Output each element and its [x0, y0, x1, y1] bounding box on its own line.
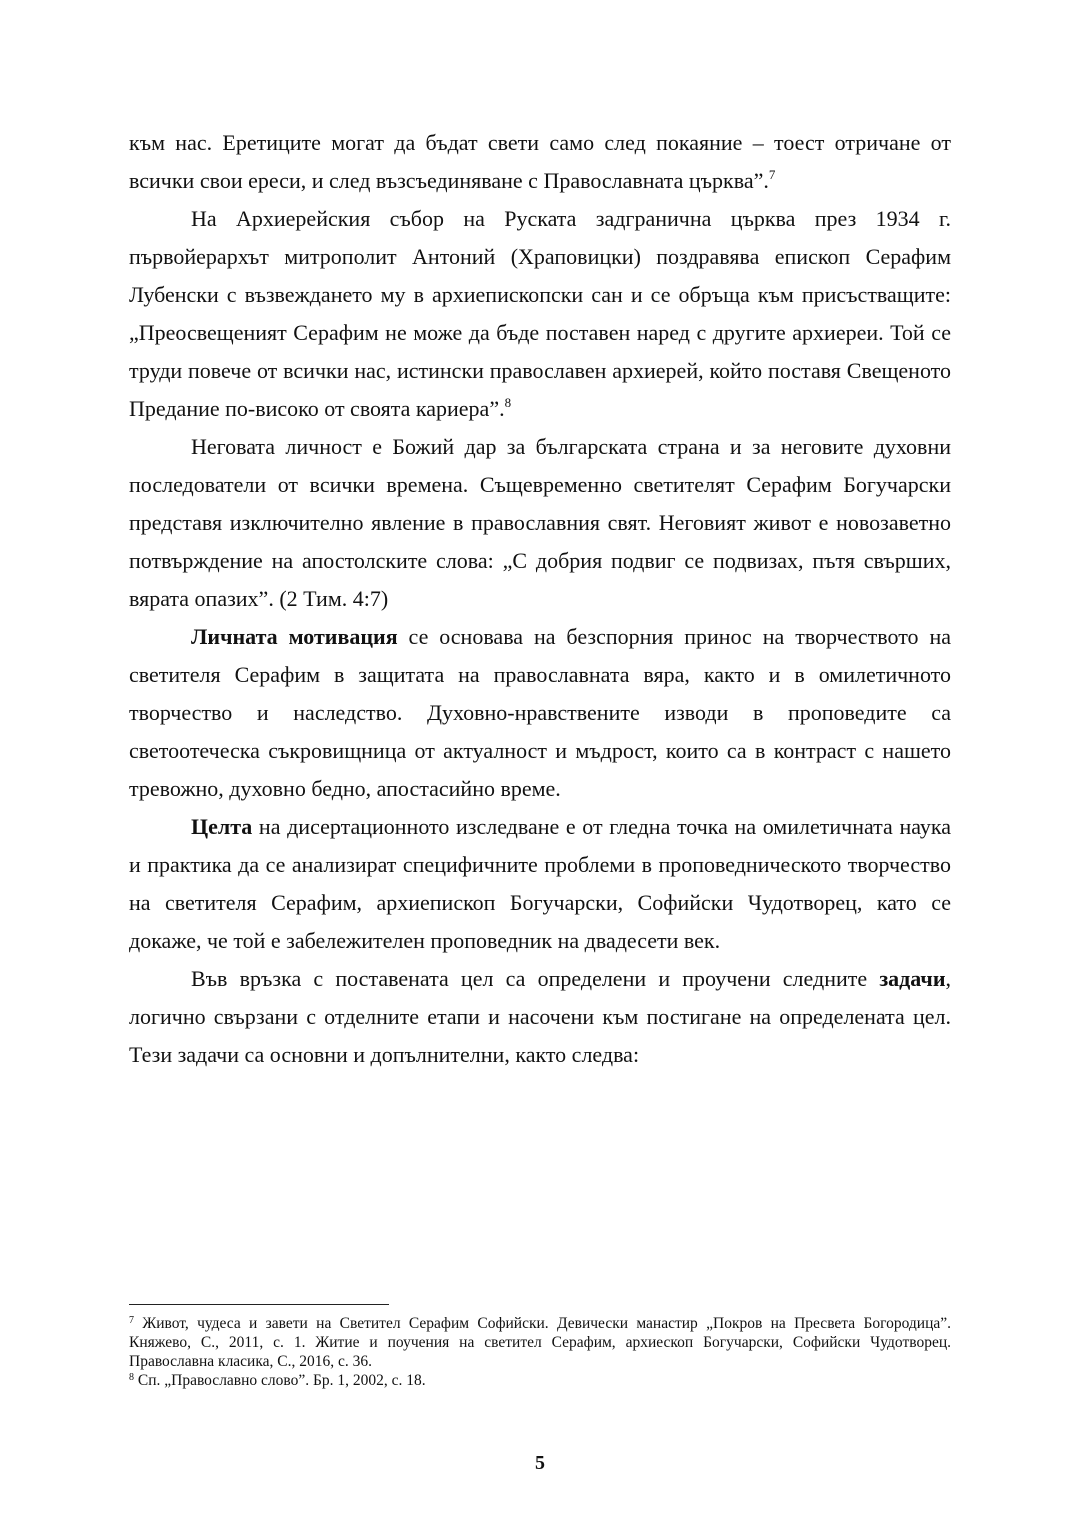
footnotes — [129, 1314, 951, 1390]
footnote-divider — [129, 1304, 389, 1305]
footnote-8-number: 8 — [129, 1372, 134, 1383]
paragraph-1 — [129, 124, 951, 200]
page-number: 5 — [535, 1452, 545, 1474]
footnote-7-number: 7 — [129, 1315, 134, 1326]
paragraph-4 — [129, 618, 951, 808]
paragraph-1-text: към нас. Еретиците могат да бъдат свети само след покаяние – тоест отричане от всички свои ереси, и след възсъединяване с Православната църква”. — [129, 130, 951, 193]
paragraph-5-bold: Целта — [191, 814, 253, 839]
footnote-8 — [129, 1371, 951, 1390]
paragraph-6-bold: задачи — [879, 966, 946, 991]
footnote-ref-8[interactable]: 8 — [504, 395, 512, 410]
paragraph-2 — [129, 200, 951, 428]
paragraph-5 — [129, 808, 951, 960]
paragraph-6 — [129, 960, 951, 1074]
paragraph-6-text-after: , логично свързани с отделните етапи и насочени към постигане на определената цел. Тези задачи са основни и допълнителни, както следва: — [129, 966, 951, 1067]
footnote-7 — [129, 1314, 951, 1371]
paragraph-5-text: на дисертационното изследване е от гледна точка на омилетичната наука и практика да се анализират специфичните проблеми в проповедническото творчество на светителя Серафим, архиепископ Богучарски, Софийски Чудотворец, като се докаже, че той е забележителен проповедник на двадесети век. — [129, 814, 951, 953]
main-text — [129, 124, 951, 1074]
paragraph-4-bold: Личната мотивация — [191, 624, 398, 649]
paragraph-3-text: Неговата личност е Божий дар за българската страна и за неговите духовни последователи от всички времена. Същевременно светителят Серафим Богучарски представя изключително явление в православния свят. Неговият живот е новозаветно потвърждение на апостолските слова: „С добрия подвиг се подвизах, пътя свърших, вярата опазих”. (2 Тим. 4:7) — [129, 434, 951, 611]
paragraph-4-text: се основава на безспорния принос на творчеството на светителя Серафим в защитата на православната вяра, както и в омилетичното творчество и наследство. Духовно-нравствените изводи в проповедите са светоотеческа съкровищница от актуалност и мъдрост, които са в контраст с нашето тревожно, духовно бедно, апостасийно време. — [129, 624, 951, 801]
paragraph-2-text: На Архиерейския събор на Руската задгранична църква през 1934 г. първойерархът митрополит Антоний (Храповицки) поздравява епископ Серафим Лубенски с възвеждането му в архиепископски сан и се обръща към присъстващите: „Преосвещеният Серафим не може да бъде поставен наред с другите архиереи. Той се труди повече от всички нас, истински православен архиерей, който поставя Свещеното Предание по-високо от своята кариера”. — [129, 206, 951, 421]
footnote-7-text: Живот, чудеса и завети на Светител Серафим Софийски. Девически манастир „Покров на Пресвета Богородица”. Княжево, С., 2011, с. 1. Житие и поучения на светител Серафим, архиескоп Богучарски, Софийски Чудотворец. Православна класика, С., 2016, с. 36. — [129, 1315, 951, 1370]
footnote-ref-7[interactable]: 7 — [768, 167, 776, 182]
paragraph-6-text-before: Във връзка с поставената цел са определени и проучени следните — [191, 966, 880, 991]
paragraph-3 — [129, 428, 951, 618]
footnote-8-text: Сп. „Православно слово”. Бр. 1, 2002, с. 18. — [134, 1372, 426, 1389]
